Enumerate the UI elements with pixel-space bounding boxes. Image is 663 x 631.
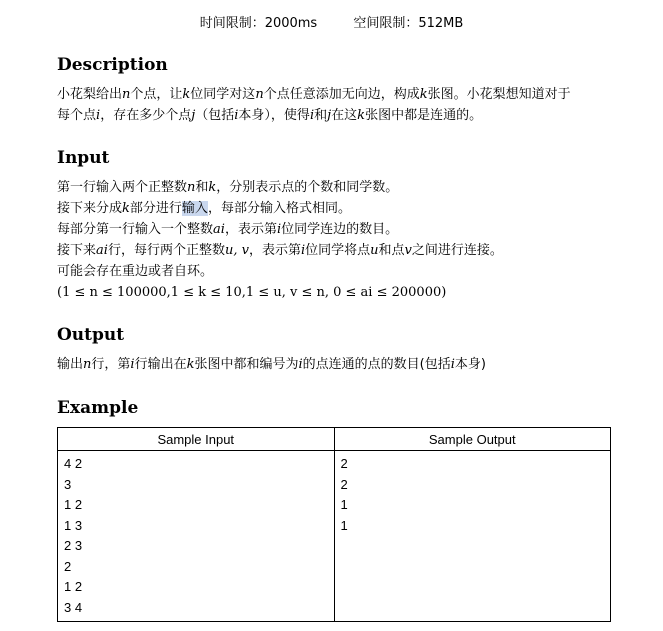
sample-input-line: 2 bbox=[64, 558, 72, 574]
example-body-row bbox=[58, 451, 611, 622]
input-line-4: 接下来ai行，每行两个正整数u, v，表示第i位同学将点u和点v之间进行连接。 bbox=[57, 243, 503, 258]
sample-output-line: 1 bbox=[340, 517, 348, 533]
output-heading: Output bbox=[57, 325, 125, 345]
sample-input-line: 3 4 bbox=[64, 599, 83, 615]
sample-output-line: 1 bbox=[340, 497, 348, 512]
input-heading: Input bbox=[57, 148, 110, 168]
time-limit: 时间限制：2000ms bbox=[199, 16, 318, 31]
description-heading: Description bbox=[57, 55, 168, 75]
sample-input-line: 2 3 bbox=[64, 538, 83, 553]
space-limit: 空间限制：512MB bbox=[353, 16, 464, 31]
input-body bbox=[57, 177, 637, 303]
input-line-1: 第一行输入两个正整数n和k，分别表示点的个数和同学数。 bbox=[57, 180, 399, 195]
sample-output-cell bbox=[334, 451, 611, 622]
input-line-2: 接下来分成k部分进行输入，每部分输入格式相同。 bbox=[57, 201, 351, 216]
sample-input-line: 1 2 bbox=[64, 579, 83, 594]
example-header-row bbox=[58, 428, 611, 451]
sample-output-line: 2 bbox=[340, 456, 348, 471]
sample-input-header: Sample Input bbox=[58, 428, 335, 451]
sample-input-line: 1 3 bbox=[64, 517, 83, 533]
input-line-3: 每部分第一行输入一个整数ai，表示第i位同学连边的数目。 bbox=[57, 222, 399, 237]
limits-bar bbox=[0, 12, 663, 31]
output-body bbox=[57, 354, 637, 375]
output-line-1: 输出n行，第i行输出在k张图中都和编号为i的点连通的点的数目(包括i本身) bbox=[57, 357, 486, 372]
sample-output-line: 2 bbox=[340, 476, 348, 492]
input-line-5: 可能会存在重边或者自环。 bbox=[57, 264, 214, 279]
example-heading: Example bbox=[57, 398, 139, 418]
sample-output-header: Sample Output bbox=[334, 428, 611, 451]
description-body bbox=[57, 84, 637, 126]
sample-input-cell bbox=[58, 451, 335, 622]
sample-input-line: 3 bbox=[64, 476, 72, 492]
example-table bbox=[57, 427, 611, 622]
selected-text: 输入 bbox=[181, 201, 208, 216]
sample-input-line: 1 2 bbox=[64, 497, 83, 512]
description-line-1: 小花梨给出n个点，让k位同学对这n个点任意添加无向边，构成k张图。小花梨想知道对于 bbox=[57, 87, 571, 102]
constraints-formula: (1 ≤ n ≤ 100000,1 ≤ k ≤ 10,1 ≤ u, v ≤ n, 0 ≤ ai ≤ 200000) bbox=[57, 285, 447, 300]
description-line-2: 每个点i，存在多少个点j（包括i本身），使得i和j在这k张图中都是连通的。 bbox=[57, 108, 483, 123]
sample-input-line: 4 2 bbox=[64, 456, 83, 471]
